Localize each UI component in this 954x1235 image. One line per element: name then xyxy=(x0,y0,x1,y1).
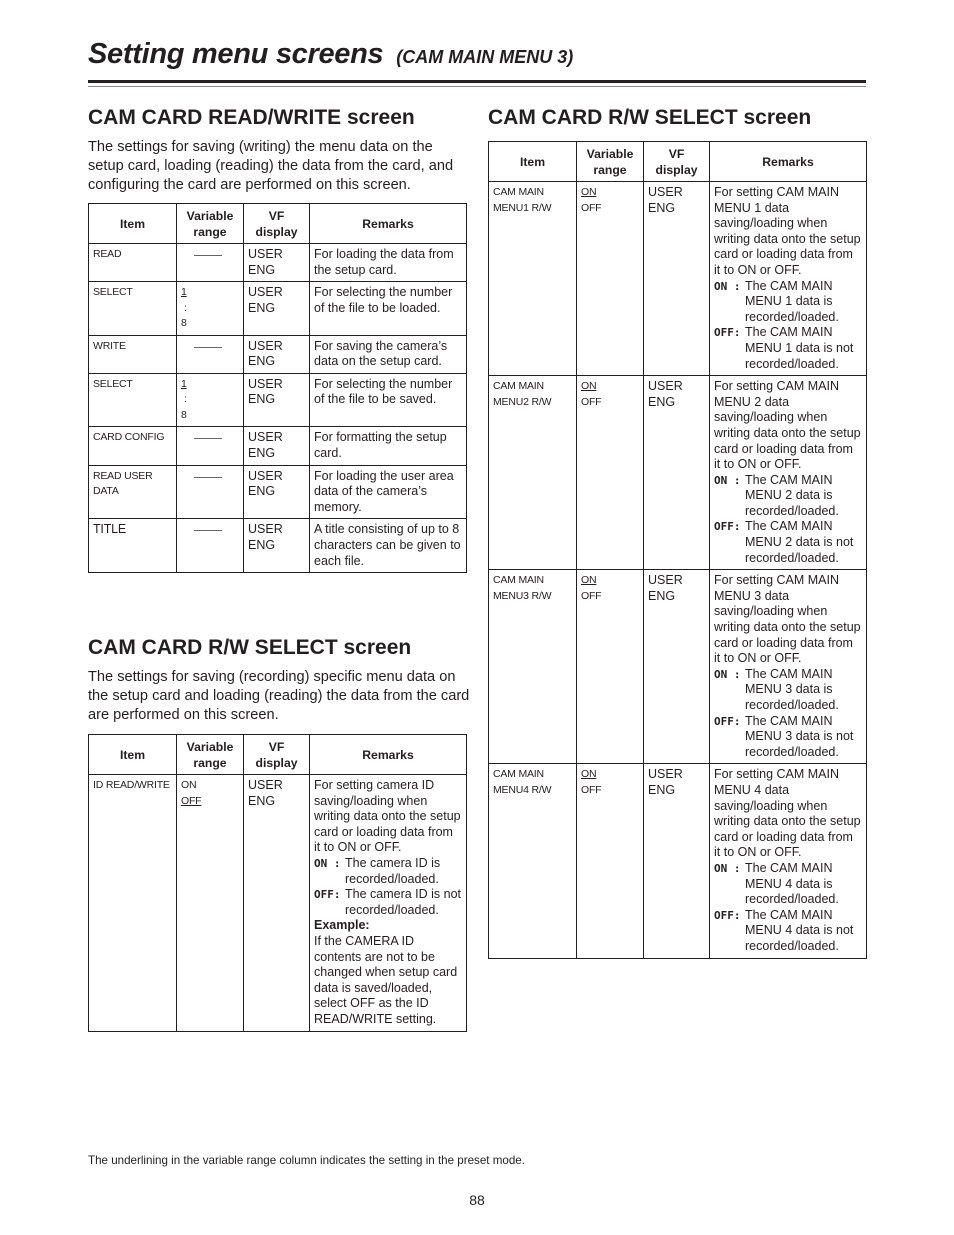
remarks-cell: For selecting the number of the file to be loaded. xyxy=(310,282,467,336)
range-cell: ON OFF xyxy=(577,570,644,764)
range-cell: ON OFF xyxy=(577,182,644,376)
vf-cell: USER ENG xyxy=(244,519,310,573)
header-item: Item xyxy=(89,735,177,775)
option-on: ON : The CAM MAIN MENU 3 data is recorded/loaded. xyxy=(714,666,839,712)
table-row xyxy=(89,373,467,427)
range-cell: 1 : 8 xyxy=(177,282,244,336)
table-row xyxy=(89,427,467,465)
remarks-cell xyxy=(310,775,467,1032)
table-row xyxy=(89,335,467,373)
range-cell xyxy=(177,244,244,282)
vf-cell: USER ENG xyxy=(644,570,710,764)
page-subtitle: (CAM MAIN MENU 3) xyxy=(396,47,574,67)
option-off: OFF: The CAM MAIN MENU 4 data is not recorded/loaded. xyxy=(714,907,854,953)
item-cell: READ USER DATA xyxy=(89,465,177,519)
remarks-cell xyxy=(710,570,867,764)
dash-marker xyxy=(194,255,222,256)
vf-cell: USER ENG xyxy=(644,376,710,570)
option-off: OFF: The CAM MAIN MENU 2 data is not recorded/loaded. xyxy=(714,519,854,565)
item-cell: CAM MAIN MENU4 R/W xyxy=(489,764,577,958)
range-cell: 1 : 8 xyxy=(177,373,244,427)
remarks-cell: For loading the data from the setup card. xyxy=(310,244,467,282)
header-remarks: Remarks xyxy=(710,142,867,182)
title-rule xyxy=(88,80,866,83)
option-on: ON : The CAM MAIN MENU 2 data is recorded/loaded. xyxy=(714,472,839,518)
header-remarks: Remarks xyxy=(310,735,467,775)
range-cell xyxy=(177,465,244,519)
item-cell: TITLE xyxy=(89,519,177,573)
item-cell: CAM MAIN MENU1 R/W xyxy=(489,182,577,376)
range-cell xyxy=(177,335,244,373)
dash-marker xyxy=(194,438,222,439)
page-title xyxy=(88,34,573,71)
remarks-text: For setting CAM MAIN MENU 2 data saving/loading when writing data onto the setup card or loading data from it to ON or OFF. xyxy=(714,379,861,472)
footnote: The underlining in the variable range column indicates the setting in the preset mode. xyxy=(88,1154,525,1167)
table-row xyxy=(89,519,467,573)
table-read-write xyxy=(88,203,467,573)
remarks-text: For setting CAM MAIN MENU 3 data saving/loading when writing data onto the setup card or loading data from it to ON or OFF. xyxy=(714,573,861,666)
table-row xyxy=(89,244,467,282)
header-vf: VF display xyxy=(244,204,310,244)
vf-cell: USER ENG xyxy=(644,764,710,958)
table-row xyxy=(489,182,867,376)
table-cam-main-rw xyxy=(488,141,867,959)
section-intro-rw-select: The settings for saving (recording) specific menu data on the setup card and loading (reading) the data from the card are performed on this screen. xyxy=(88,669,470,723)
dash-marker xyxy=(194,530,222,531)
page-title-main: Setting menu screens xyxy=(88,38,384,70)
item-cell: CARD CONFIG xyxy=(89,427,177,465)
dash-marker xyxy=(194,347,222,348)
example-label: Example: xyxy=(314,918,370,933)
header-range: Variable range xyxy=(177,204,244,244)
vf-cell: USER ENG xyxy=(244,427,310,465)
item-cell: WRITE xyxy=(89,335,177,373)
option-off: OFF: The CAM MAIN MENU 1 data is not recorded/loaded. xyxy=(714,325,854,371)
remarks-text: For setting CAM MAIN MENU 4 data saving/loading when writing data onto the setup card or loading data from it to ON or OFF. xyxy=(714,767,861,860)
section-intro-read-write: The settings for saving (writing) the menu data on the setup card, loading (reading) the data from the card, and configuring the card are performed on this screen. xyxy=(88,139,454,193)
header-vf: VF display xyxy=(244,735,310,775)
remarks-cell: For saving the camera’s data on the setup card. xyxy=(310,335,467,373)
vf-cell: USER ENG xyxy=(244,373,310,427)
table-row xyxy=(489,570,867,764)
table-row xyxy=(89,282,467,336)
range-cell xyxy=(177,519,244,573)
section-heading-rw-select-left: CAM CARD R/W SELECT screen xyxy=(88,636,412,659)
table-row xyxy=(89,465,467,519)
option-on: ON : The CAM MAIN MENU 1 data is recorded/loaded. xyxy=(714,278,839,324)
item-cell: READ xyxy=(89,244,177,282)
remarks-cell: For loading the user area data of the camera’s memory. xyxy=(310,465,467,519)
range-cell: ON OFF xyxy=(577,764,644,958)
remarks-cell xyxy=(710,764,867,958)
remarks-cell xyxy=(710,376,867,570)
vf-cell: USER ENG xyxy=(244,775,310,1032)
option-on: ON : The camera ID is recorded/loaded. xyxy=(314,855,441,886)
remarks-cell: For selecting the number of the file to be saved. xyxy=(310,373,467,427)
header-vf: VF display xyxy=(644,142,710,182)
header-remarks: Remarks xyxy=(310,204,467,244)
item-cell: ID READ/WRITE xyxy=(89,775,177,1032)
section-heading-read-write: CAM CARD READ/WRITE screen xyxy=(88,106,415,129)
remarks-cell: A title consisting of up to 8 characters can be given to each file. xyxy=(310,519,467,573)
table-row xyxy=(89,775,467,1032)
vf-cell: USER ENG xyxy=(644,182,710,376)
remarks-text: For setting camera ID saving/loading when writing data onto the setup card or loading data from it to ON or OFF. xyxy=(314,778,461,855)
option-off: OFF: The camera ID is not recorded/loaded. xyxy=(314,887,462,917)
table-row xyxy=(489,764,867,958)
vf-cell: USER ENG xyxy=(244,465,310,519)
example-text: If the CAMERA ID contents are not to be changed when setup card data is saved/loaded, select OFF as the ID READ/WRITE setting. xyxy=(314,933,458,1026)
item-cell: CAM MAIN MENU3 R/W xyxy=(489,570,577,764)
vf-cell: USER ENG xyxy=(244,335,310,373)
item-cell: SELECT xyxy=(89,373,177,427)
table-id-read-write xyxy=(88,734,467,1032)
range-cell xyxy=(177,427,244,465)
option-on: ON : The CAM MAIN MENU 4 data is recorded/loaded. xyxy=(714,860,839,907)
header-range: Variable range xyxy=(177,735,244,775)
vf-cell: USER ENG xyxy=(244,244,310,282)
table-row xyxy=(489,376,867,570)
vf-cell: USER ENG xyxy=(244,282,310,336)
header-range: Variable range xyxy=(577,142,644,182)
remarks-cell: For formatting the setup card. xyxy=(310,427,467,465)
item-cell: CAM MAIN MENU2 R/W xyxy=(489,376,577,570)
range-cell: ON OFF xyxy=(577,376,644,570)
remarks-cell xyxy=(710,182,867,376)
header-item: Item xyxy=(89,204,177,244)
header-item: Item xyxy=(489,142,577,182)
title-rule-thin xyxy=(88,86,866,87)
option-off: OFF: The CAM MAIN MENU 3 data is not recorded/loaded. xyxy=(714,713,854,759)
section-heading-rw-select-right: CAM CARD R/W SELECT screen xyxy=(488,106,812,129)
dash-marker xyxy=(194,477,222,478)
page-number: 88 xyxy=(469,1192,485,1208)
range-cell: ON OFF xyxy=(177,775,244,1032)
item-cell: SELECT xyxy=(89,282,177,336)
remarks-text: For setting CAM MAIN MENU 1 data saving/loading when writing data onto the setup card or loading data from it to ON or OFF. xyxy=(714,185,861,277)
